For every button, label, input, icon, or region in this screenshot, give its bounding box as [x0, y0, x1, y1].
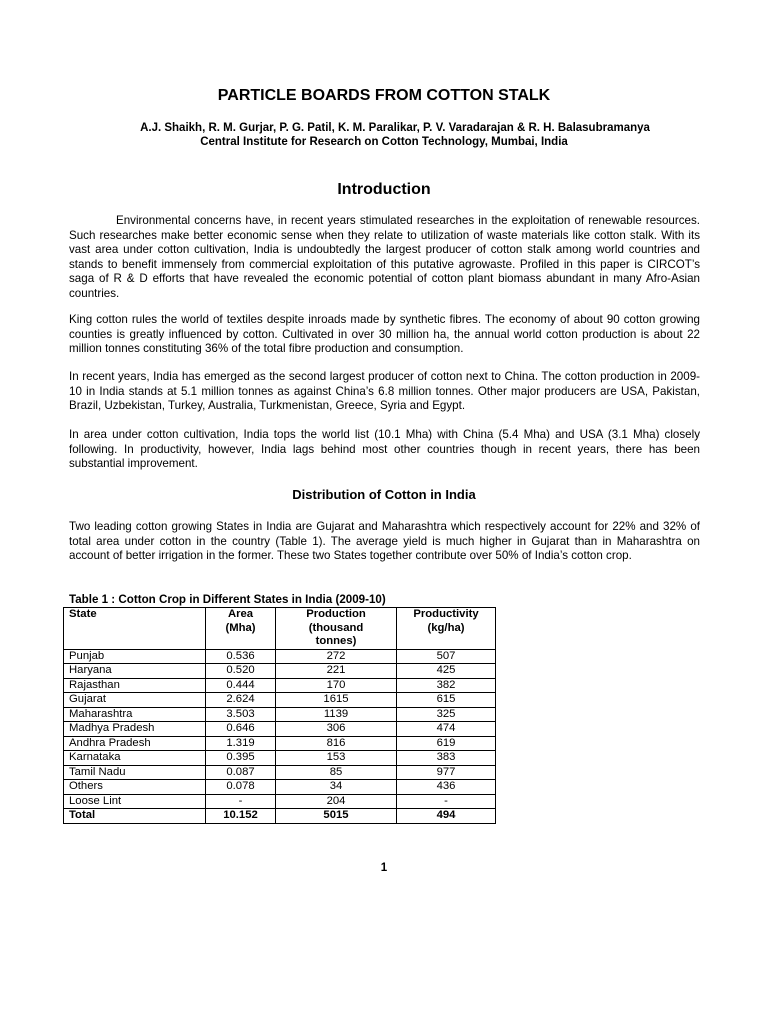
paper-title: PARTICLE BOARDS FROM COTTON STALK	[217, 87, 551, 104]
cell-state: Madhya Pradesh	[64, 722, 206, 737]
cell-area: 0.520	[206, 664, 276, 679]
cell-state: Punjab	[64, 649, 206, 664]
table-row	[64, 794, 496, 809]
table-row	[64, 765, 496, 780]
cell-productivity: 382	[397, 678, 496, 693]
distribution-paragraph: Two leading cotton growing States in India are Gujarat and Maharashtra which respectively account for 22% and 32% of total area under cotton in the country (Table 1). The average yield is much higher in Gujarat than in Maharashtra on account of better irrigation in the former. These two States together contribute over 50% of India’s cotton crop.	[69, 520, 700, 562]
cell-area: 0.087	[206, 765, 276, 780]
cell-area: 3.503	[206, 707, 276, 722]
cell-production: 272	[276, 649, 397, 664]
cell-production: 34	[276, 780, 397, 795]
intro-paragraph-2: King cotton rules the world of textiles despite inroads made by synthetic fibres. The economy of about 90 cotton growing counties is greatly influenced by cotton. Cultivated in over 30 million ha, the annual world cotton production is about 22 million tonnes constituting 36% of the total fibre production and consumption.	[69, 313, 700, 355]
cell-state: Rajasthan	[64, 678, 206, 693]
table-row	[64, 736, 496, 751]
affiliation-line: Central Institute for Research on Cotton Technology, Mumbai, India	[200, 136, 568, 148]
cell-state: Others	[64, 780, 206, 795]
header-area: Area (Mha)	[206, 608, 276, 650]
header-state: State	[64, 608, 206, 650]
intro-paragraph-1: Environmental concerns have, in recent years stimulated researches in the exploitation of renewable resources. Such researches make better economic sense when they relate to utilization of waste materials like cotton stalk. With its vast area under cotton cultivation, India is undoubtedly the largest producer of cotton stalk among world countries and stands to benefit immensely from commercial exploitation of this putative agrowaste. Profiled in this paper is CIRCOT’s saga of R & D efforts that have revealed the economic potential of cotton plant biomass abundant in many Afro-Asian countries.	[69, 214, 700, 300]
cell-state: Karnataka	[64, 751, 206, 766]
cell-state: Maharashtra	[64, 707, 206, 722]
table-row	[64, 707, 496, 722]
cell-area: -	[206, 794, 276, 809]
table-total-row	[64, 809, 496, 824]
table-header-row	[64, 608, 496, 650]
total-productivity: 494	[397, 809, 496, 824]
total-production: 5015	[276, 809, 397, 824]
cell-production: 204	[276, 794, 397, 809]
cell-productivity: 507	[397, 649, 496, 664]
distribution-heading: Distribution of Cotton in India	[292, 487, 476, 502]
cell-area: 0.395	[206, 751, 276, 766]
table-row	[64, 722, 496, 737]
cell-productivity: -	[397, 794, 496, 809]
cell-area: 0.444	[206, 678, 276, 693]
cell-productivity: 383	[397, 751, 496, 766]
table-row	[64, 649, 496, 664]
cell-productivity: 436	[397, 780, 496, 795]
cell-productivity: 977	[397, 765, 496, 780]
cell-area: 0.646	[206, 722, 276, 737]
authors-line: A.J. Shaikh, R. M. Gurjar, P. G. Patil, K. M. Paralikar, P. V. Varadarajan & R. H. Balasubramanya	[140, 122, 650, 134]
intro-heading: Introduction	[337, 181, 431, 198]
cell-area: 0.078	[206, 780, 276, 795]
cell-production: 816	[276, 736, 397, 751]
cell-production: 1615	[276, 693, 397, 708]
cell-productivity: 619	[397, 736, 496, 751]
cotton-crop-table	[63, 607, 496, 824]
table-row	[64, 678, 496, 693]
cell-area: 2.624	[206, 693, 276, 708]
intro-paragraph-3: In recent years, India has emerged as the second largest producer of cotton next to China. The cotton production in 2009-10 in India stands at 5.1 million tonnes as against China’s 6.8 million tonnes. Other major producers are USA, Pakistan, Brazil, Uzbekistan, Turkey, Australia, Turkmenistan, Greece, Syria and Egypt.	[69, 370, 700, 412]
header-productivity: Productivity (kg/ha)	[397, 608, 496, 650]
header-production: Production (thousand tonnes)	[276, 608, 397, 650]
cell-area: 1.319	[206, 736, 276, 751]
page-number: 1	[380, 862, 388, 874]
cell-production: 85	[276, 765, 397, 780]
total-area: 10.152	[206, 809, 276, 824]
cell-production: 306	[276, 722, 397, 737]
cell-state: Tamil Nadu	[64, 765, 206, 780]
cell-productivity: 474	[397, 722, 496, 737]
cell-state: Haryana	[64, 664, 206, 679]
cell-state: Loose Lint	[64, 794, 206, 809]
cell-production: 221	[276, 664, 397, 679]
cell-state: Gujarat	[64, 693, 206, 708]
cell-productivity: 615	[397, 693, 496, 708]
table-caption: Table 1 : Cotton Crop in Different States in India (2009-10)	[69, 593, 386, 606]
cell-productivity: 325	[397, 707, 496, 722]
author-block	[0, 121, 768, 149]
cell-production: 153	[276, 751, 397, 766]
cell-state: Andhra Pradesh	[64, 736, 206, 751]
cell-productivity: 425	[397, 664, 496, 679]
table-row	[64, 751, 496, 766]
table-row	[64, 664, 496, 679]
table-row	[64, 780, 496, 795]
cell-production: 170	[276, 678, 397, 693]
total-label: Total	[64, 809, 206, 824]
cell-area: 0.536	[206, 649, 276, 664]
table-row	[64, 693, 496, 708]
cell-production: 1139	[276, 707, 397, 722]
intro-paragraph-4: In area under cotton cultivation, India tops the world list (10.1 Mha) with China (5.4 Mha) and USA (3.1 Mha) closely following. In productivity, however, India lags behind most other countries though in recent years, there has been substantial improvement.	[69, 428, 700, 470]
